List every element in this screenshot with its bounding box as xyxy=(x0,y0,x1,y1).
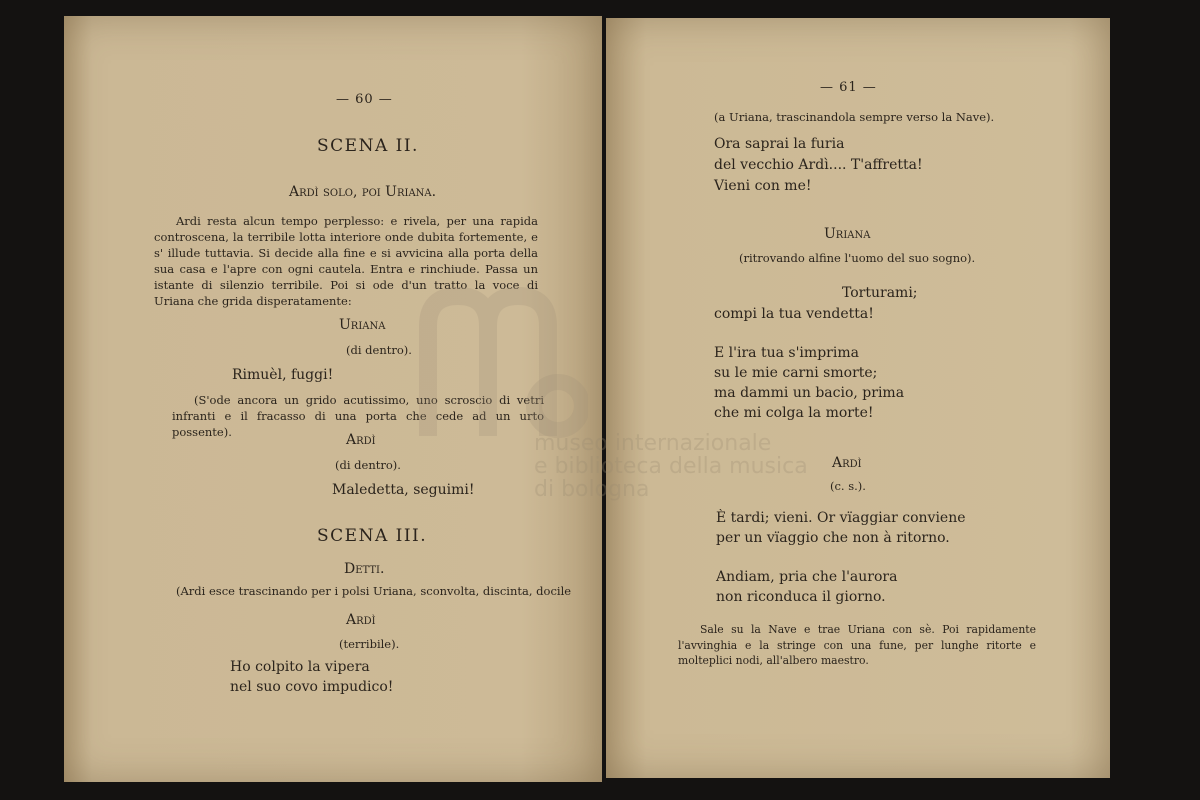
verse-compi: compi la tua vendetta! xyxy=(714,306,874,322)
verse-che-mi-colga: che mi colga la morte! xyxy=(714,405,874,421)
right-page xyxy=(606,18,1110,778)
speaker-uriana-right: Uriana xyxy=(824,226,871,242)
watermark-line-1: museo internazionale xyxy=(534,431,772,456)
direction-di-dentro-2: (di dentro). xyxy=(335,458,401,472)
verse-del-vecchio: del vecchio Ardì.... T'affretta! xyxy=(714,157,923,173)
page-number-right: — 61 — xyxy=(820,80,877,95)
verse-vieni-con-me: Vieni con me! xyxy=(714,178,812,194)
scene-2-title: SCENA II. xyxy=(317,136,419,156)
speaker-ardi-2: Ardì xyxy=(346,612,376,628)
museum-logo-watermark xyxy=(418,286,588,446)
stage-direction-a-uriana: (a Uriana, trascinandola sempre verso la Nave). xyxy=(714,110,995,124)
direction-di-dentro-1: (di dentro). xyxy=(346,343,412,357)
speaker-uriana: Uriana xyxy=(339,317,386,333)
line-maledetta-seguimi: Maledetta, seguimi! xyxy=(332,482,475,498)
verse-e-tardi: È tardi; vieni. Or vïaggiar conviene xyxy=(716,510,966,526)
line-rimuel-fuggi: Rimuèl, fuggi! xyxy=(232,367,334,383)
verse-ora-saprai: Ora saprai la furia xyxy=(714,136,845,152)
speaker-ardi-right: Ardì xyxy=(832,455,862,471)
final-stage-direction: Sale su la Nave e trae Uriana con sè. Poi rapidamente l'avvinghia e la stringe con una fune, per lunghe ritorte e molteplici nodi, all'albero maestro. xyxy=(678,623,1036,667)
scene-3-title: SCENA III. xyxy=(317,526,428,546)
scene-3-subtitle: Detti. xyxy=(344,561,385,577)
watermark-line-2: e biblioteca della musica xyxy=(534,454,808,479)
watermark-line-3: di bologna xyxy=(534,477,650,502)
scene-2-subtitle: Ardì solo, poi Uriana. xyxy=(289,184,437,200)
scene-2-stage-direction: Ardi resta alcun tempo perplesso: e rivela, per una rapida controscena, la terribile lotta interiore onde dubita fortemente, e s' illude tuttavia. Si decide alla fine e si avvicina alla porta della sua casa e l'apre con ogni cautela. Entra e rinchiude. Passa un istante di silenzio terribile. Poi si ode d'un tratto la voce di Uriana che grida disperatamente: xyxy=(154,214,538,308)
verse-e-lira: E l'ira tua s'imprima xyxy=(714,345,859,361)
direction-cs: (c. s.). xyxy=(830,479,866,493)
verse-nel-suo-covo: nel suo covo impudico! xyxy=(230,679,394,695)
speaker-ardi-1: Ardì xyxy=(346,432,376,448)
verse-su-le-mie: su le mie carni smorte; xyxy=(714,365,878,381)
page-number-left: — 60 — xyxy=(336,92,393,107)
stage-direction-ardi-esce: (Ardi esce trascinando per i polsi Uriana, sconvolta, discinta, docile xyxy=(176,584,572,598)
verse-andiam: Andiam, pria che l'aurora xyxy=(716,569,898,585)
verse-ho-colpito: Ho colpito la vipera xyxy=(230,659,370,675)
verse-per-un-viaggio: per un vïaggio che non à ritorno. xyxy=(716,530,950,546)
direction-terribile: (terribile). xyxy=(339,637,400,651)
verse-ma-dammi: ma dammi un bacio, prima xyxy=(714,385,905,401)
verse-torturami: Torturami; xyxy=(842,285,918,301)
verse-non-riconduca: non riconduca il giorno. xyxy=(716,589,886,605)
stage-direction-grido: (S'ode ancora un grido acutissimo, uno scroscio di vetri infranti e il fracasso di una porta che cede ad un urto possente). xyxy=(172,393,544,439)
direction-ritrovando: (ritrovando alfine l'uomo del suo sogno). xyxy=(739,251,976,265)
